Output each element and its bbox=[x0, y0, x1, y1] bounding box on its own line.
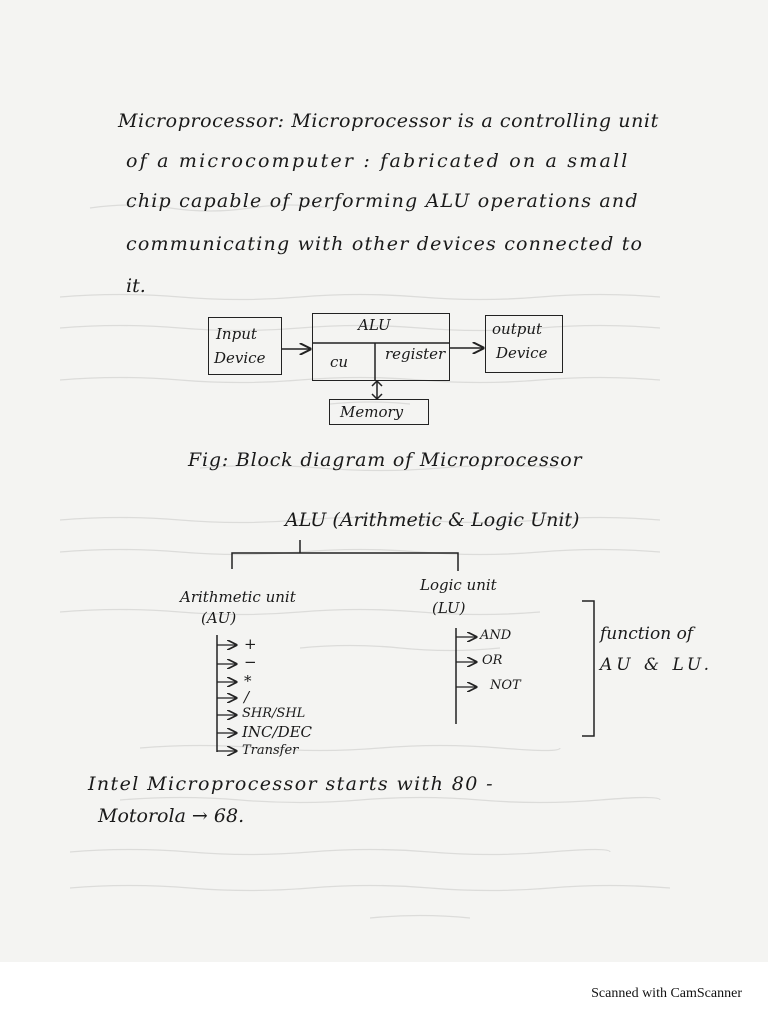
output-device-label-2: Device bbox=[496, 344, 548, 362]
definition-line-1: Microprocessor: Microprocessor is a controlling unit bbox=[118, 110, 659, 132]
input-device-label-1: Input bbox=[216, 325, 257, 343]
arith-op-incdec: INC/DEC bbox=[242, 723, 313, 741]
logic-op-or: OR bbox=[482, 653, 503, 668]
logic-op-not: NOT bbox=[490, 678, 521, 693]
arith-op-multiply: * bbox=[244, 672, 252, 690]
logic-op-and: AND bbox=[480, 628, 512, 643]
output-device-label-1: output bbox=[492, 320, 543, 338]
closing-line-1: Intel Microprocessor starts with 80 - bbox=[88, 773, 494, 795]
bracket-note-line-2: AU & LU. bbox=[600, 655, 714, 675]
arith-op-transfer: Transfer bbox=[242, 743, 299, 758]
arith-op-divide: / bbox=[244, 688, 250, 706]
arithmetic-unit-heading: Arithmetic unit bbox=[180, 588, 296, 606]
definition-line-4: communicating with other devices connected to bbox=[126, 233, 644, 255]
input-device-label-2: Device bbox=[214, 349, 266, 367]
closing-line-2: Motorola → 68. bbox=[98, 805, 245, 827]
register-label: register bbox=[385, 345, 446, 363]
bracket-note-line-1: function of bbox=[600, 624, 694, 644]
figure-caption: Fig: Block diagram of Microprocessor bbox=[188, 449, 583, 471]
cu-label: cu bbox=[330, 353, 349, 371]
memory-label: Memory bbox=[340, 403, 404, 421]
definition-line-3: chip capable of performing ALU operations and bbox=[126, 190, 639, 212]
definition-line-2: of a microcomputer : fabricated on a small bbox=[126, 150, 630, 172]
arith-op-plus: + bbox=[244, 635, 257, 653]
alu-label: ALU bbox=[358, 316, 391, 334]
arith-op-shift: SHR/SHL bbox=[242, 706, 306, 721]
scanner-watermark: Scanned with CamScanner bbox=[591, 986, 742, 1001]
definition-line-5: it. bbox=[126, 275, 146, 297]
alu-tree-root: ALU (Arithmetic & Logic Unit) bbox=[285, 509, 580, 531]
arith-op-minus: − bbox=[244, 653, 257, 671]
logic-unit-heading: Logic unit bbox=[420, 576, 497, 594]
logic-unit-abbr: (LU) bbox=[432, 599, 466, 617]
arithmetic-unit-abbr: (AU) bbox=[201, 609, 237, 627]
